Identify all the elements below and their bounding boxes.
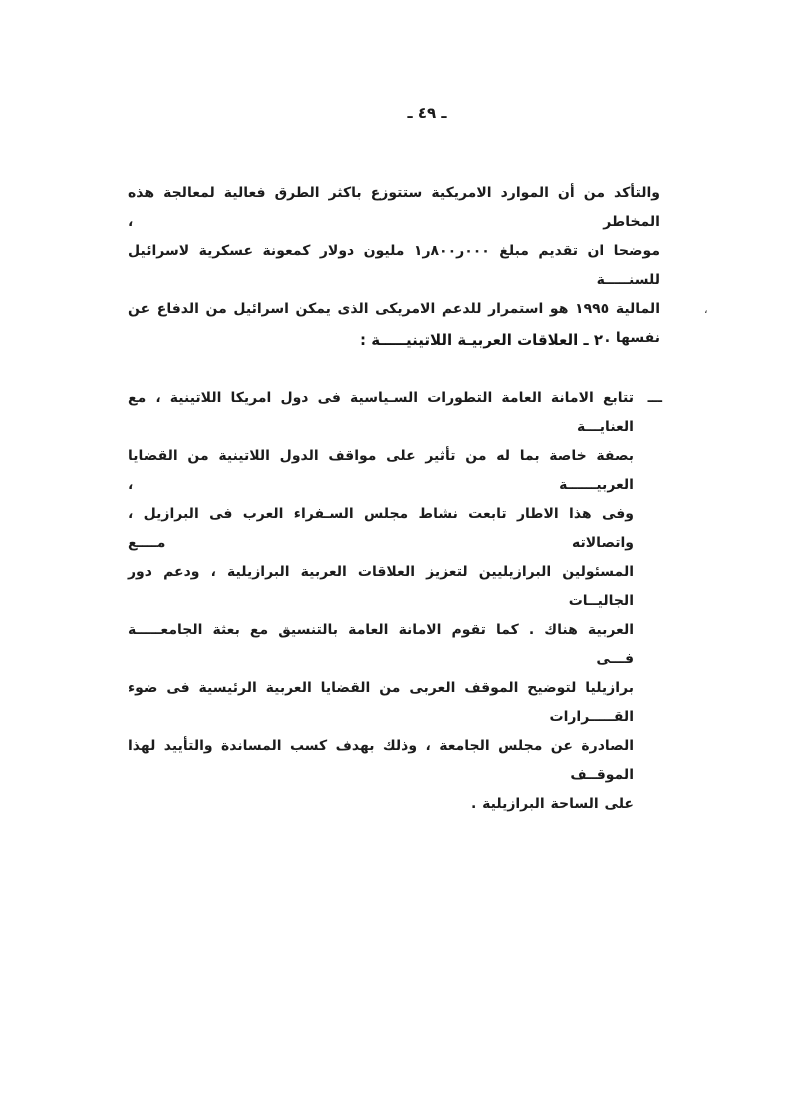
body-paragraph-lines	[128, 384, 634, 819]
body-paragraph	[128, 384, 662, 819]
page-number: ـ ٤٩ ـ	[407, 104, 447, 122]
text-line: العربية هناك . كما تقوم الامانة العامة بالتنسيق مع بعثة الجامعـــــة فـــى	[128, 622, 634, 667]
text-line: المالية ١٩٩٥ هو استمرار للدعم الامريكى الذى يمكن اسرائيل من الدفاع عن نفسها .	[128, 301, 660, 346]
text-line: وفى هذا الاطار تابعت نشاط مجلس السـفراء العرب فى البرازيل ، واتصالاته مــــع	[128, 506, 634, 551]
section-heading: ٢ ـ العلاقات العربيـة اللاتينيـــــة :	[360, 331, 603, 349]
text-line: برازيليا لتوضيح الموقف العربى من القضايا العربية الرئيسية فى ضوء القـــــرارات	[128, 680, 634, 725]
text-line: بصفة خاصة بما له من تأثير على مواقف الدول اللاتينية من القضايا العربيــــــة ،	[128, 448, 634, 493]
text-line: على الساحة البرازيلية .	[470, 796, 634, 812]
dash-bullet: ـــ	[647, 390, 662, 406]
text-line: والتأكد من أن الموارد الامريكية ستتوزع باكثر الطرق فعالية لمعالجة هذه المخاطر ،	[128, 185, 660, 230]
scan-artifact-mark: ،	[704, 303, 708, 316]
text-line: المسئولين البرازيليين لتعزيز العلاقات العربية البرازيلية ، ودعم دور الجاليــات	[128, 564, 634, 609]
text-line: موضحا ان تقديم مبلغ ٠٠٠ر٨٠٠ر١ مليون دولار كمعونة عسكرية لاسرائيل للسنـــــة	[128, 243, 660, 288]
text-line: تتابع الامانة العامة التطورات السـياسية فى دول امريكا اللاتينية ، مع العنايـــة	[128, 390, 634, 435]
text-line: الصادرة عن مجلس الجامعة ، وذلك بهدف كسب المساندة والتأييد لهذا الموقــف	[128, 738, 634, 783]
intro-paragraph	[128, 179, 660, 353]
